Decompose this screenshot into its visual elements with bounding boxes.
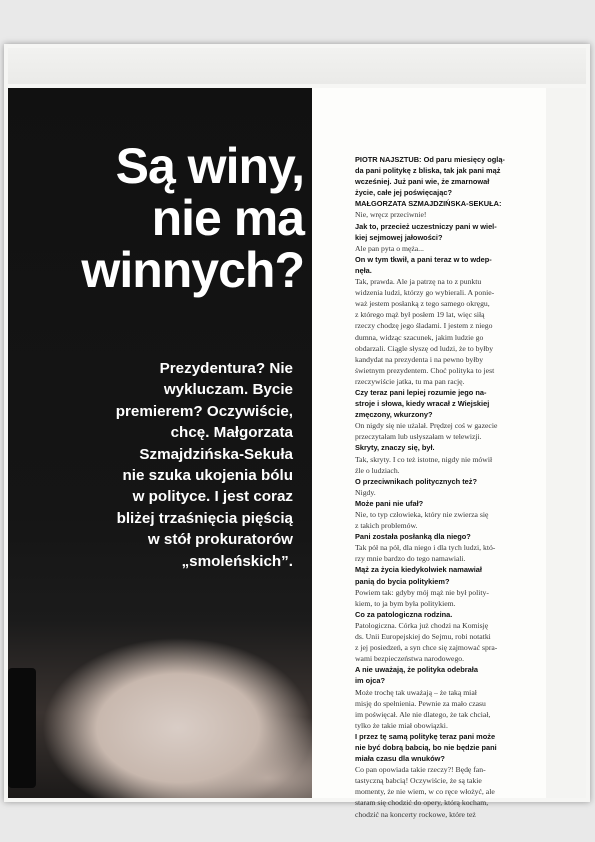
answer-line: misję do spełnienia. Pewnie za mało czasu (355, 698, 486, 708)
answer-line: Nie, to typ człowieka, który nie zwierza się (355, 510, 489, 519)
question-line: Pani została posłanką dla niego? (355, 532, 471, 542)
answer-line: obdarzali. Ciągle słyszę od ludzi, że to byłby (355, 343, 494, 353)
answer-line: momenty, że nie wiem, w co ręce włożyć, ale (355, 787, 495, 797)
answer-line: z którego mąż był posłem 19 lat, więc siłą (355, 310, 485, 320)
question-line: I przez tę samą politykę teraz pani może (355, 731, 496, 741)
question-line: Może pani nie ufał? (355, 498, 424, 508)
answer-line: Tak, skryty. I co też istotne, nigdy nie mówił (355, 454, 493, 464)
lead-line: w polityce. I jest coraz (132, 488, 293, 506)
answer-line: Nigdy. (355, 487, 376, 497)
answer-line: staram się chodzić do opery, którą kocham, (355, 798, 489, 808)
question-line: życie, całe jej poświęcając? (355, 188, 452, 198)
headline-line: nie ma (151, 190, 304, 246)
answer-line: źle o ludziach. (355, 465, 400, 475)
answer-line: On nigdy się nie użalał. Prędzej coś w gazecie (355, 421, 498, 431)
interview-text (355, 154, 539, 820)
answer-line: Patologiczna. Córka już chodzi na Komisję (355, 620, 489, 630)
lead-line: nie szuka ukojenia bólu (122, 467, 293, 485)
lead-line: chcę. Małgorzata (170, 424, 293, 442)
question-line: PIOTR NAJSZTUB: Od paru miesięcy oglą- (355, 155, 505, 164)
lead-line: premierem? Oczywiście, (115, 402, 293, 420)
answer-line: Tak pół na pół, dla niego i dla tych ludzi, któ- (355, 543, 496, 553)
question-line: nęła. (355, 265, 372, 275)
question-line: Jak to, przecież uczestniczy pani w wiel- (355, 221, 497, 231)
question-line: Co za patologiczna rodzina. (355, 609, 453, 619)
question-line: im ojca? (355, 676, 385, 686)
question-line: Mąż za życia kiedykolwiek namawiał (355, 565, 482, 575)
answer-line: Nie, wręcz przeciwnie! (355, 210, 427, 220)
answer-line: rzeczywiście jatka, tu ma pan rację. (355, 376, 465, 386)
answer-line: kiem, to ja bym była politykiem. (355, 598, 456, 608)
answer-line: Tak, prawda. Ale ja patrzę na to z punktu (355, 277, 482, 287)
answer-line: kandydat na prezydenta i na pewno byłby (355, 354, 484, 364)
question-line: nie być dobrą babcią, bo nie będzie pani (355, 742, 497, 752)
answer-line: rzy mnie bardzo do tego namawiali. (355, 554, 466, 564)
question-line: wcześniej. Już pani wie, że zmarnował (355, 177, 490, 187)
question-line: kiej sejmowej jałowości? (355, 232, 443, 242)
answer-line: tastyczną babcią! Oczywiście, że są takie (355, 776, 482, 786)
lead-line: w stół prokuratorów (147, 531, 293, 549)
question-line: zmęczony, wkurzony? (355, 410, 433, 420)
answer-line: przeczytałam lub usłyszałam w telewizji. (355, 432, 482, 442)
answer-line: chodzić na koncerty rockowe, które też (355, 809, 476, 819)
previous-page-edge (8, 48, 586, 84)
lead-line: Prezydentura? Nie (159, 360, 293, 377)
answer-line: waż jestem posłanką z tego samego okręgu, (355, 299, 490, 309)
answer-line: widzenia ludzi, którzy go wybierali. A ponie- (355, 288, 495, 298)
headline-line: winnych? (81, 242, 304, 298)
question-line: Skryty, znaczy się, był. (355, 443, 435, 453)
question-line: A nie uważają, że polityka odebrała (355, 665, 478, 675)
question-line: On w tym tkwił, a pani teraz w to wdep- (355, 254, 492, 264)
question-line: Czy teraz pani lepiej rozumie jego na- (355, 387, 487, 397)
answer-line: świetnym prezydentem. Choć polityka to jest (355, 365, 495, 375)
answer-line: im poświęcał. Ale nie dlatego, że tak chciał, (355, 709, 491, 719)
lead-line: wykluczam. Bycie (163, 381, 293, 399)
interview-column (312, 88, 546, 819)
answer-line: Co pan opowiada takie rzeczy?! Będę fan- (355, 765, 486, 775)
headline (8, 140, 304, 296)
answer-line: dumna, widząc szacunek, jakim ludzie go (355, 332, 484, 342)
answer-line: ds. Unii Europejskiej do Sejmu, robi notatki (355, 632, 491, 642)
answer-line: Może trochę tak uważają – że taką miał (355, 687, 477, 697)
question-line: MAŁGORZATA SZMAJDZIŃSKA-SEKUŁA: (355, 199, 502, 209)
answer-line: tylko że takie miał obowiązki. (355, 720, 448, 730)
photo-panel (8, 88, 312, 798)
answer-line: wami bezpieczeństwa narodowego. (355, 654, 465, 664)
question-line: miała czasu dla wnuków? (355, 754, 445, 764)
question-line: O przeciwnikach politycznych też? (355, 476, 477, 486)
answer-line: z jej posiedzeń, a syn chce się zajmować spra- (355, 643, 498, 653)
lead-line: „smoleńskich”. (181, 552, 293, 570)
answer-line: Ale pan pyta o męża... (355, 243, 424, 253)
wristwatch-shape (8, 668, 36, 788)
answer-line: Powiem tak: gdyby mój mąż nie był polity- (355, 587, 489, 597)
question-line: stroje i słowa, kiedy wracał z Wiejskiej (355, 399, 490, 409)
lead-line: Szmajdzińska-Sekuła (139, 445, 293, 463)
answer-line: z takich problemów. (355, 521, 418, 531)
page-margin (546, 88, 586, 798)
lead-line: bliżej trzaśnięcia pięścią (116, 509, 293, 527)
question-line: panią do bycia politykiem? (355, 576, 450, 586)
headline-line: Są winy, (115, 138, 304, 194)
answer-line: rzeczy chodzę jego śladami. I jestem z niego (355, 321, 493, 331)
lead-paragraph (108, 358, 293, 572)
question-line: da pani politykę z bliska, tak jak pani mąż (355, 166, 501, 176)
